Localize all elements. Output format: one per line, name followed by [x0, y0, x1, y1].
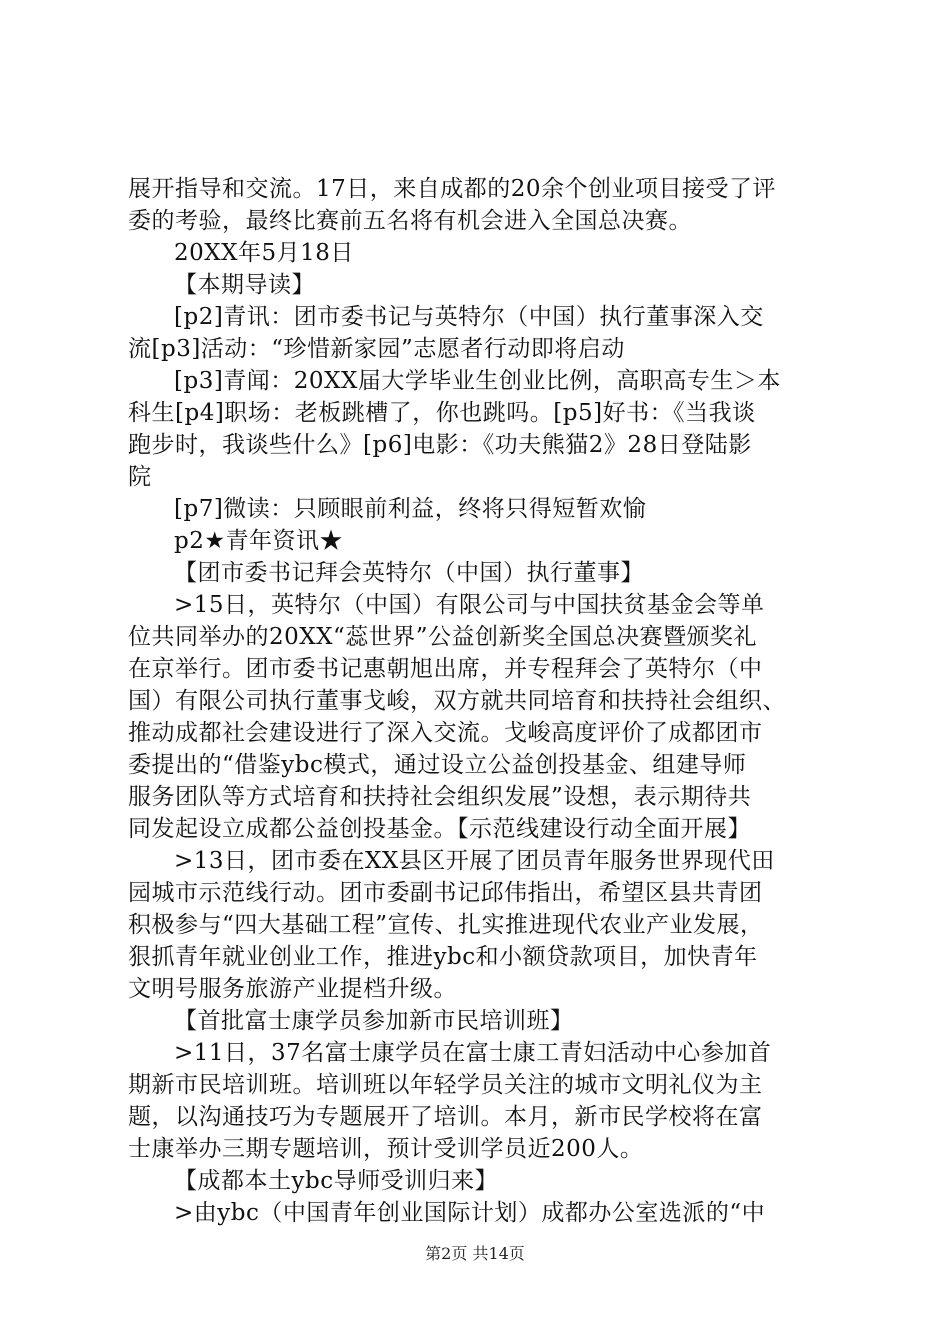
text-line: >由ybc（中国青年创业国际计划）成都办公室选派的“中	[174, 1200, 766, 1226]
text-line: [p3]青闻：20XX届大学毕业生创业比例，高职高专生＞本	[174, 368, 781, 394]
text-line: 同发起设立成都公益创投基金。【示范线建设行动全面开展】	[128, 816, 751, 842]
text-line: p2★青年资讯★	[174, 528, 343, 554]
text-line: >13日，团市委在XX县区开展了团员青年服务世界现代田	[174, 848, 775, 874]
text-line: 题，以沟通技巧为专题展开了培训。本月，新市民学校将在富	[128, 1104, 763, 1130]
text-line: 【本期导读】	[174, 272, 315, 298]
text-line: 【成都本土ybc导师受训归来】	[174, 1168, 499, 1194]
text-line: 展开指导和交流。17日，来自成都的20余个创业项目接受了评	[128, 176, 777, 202]
text-line: [p7]微读：只顾眼前利益，终将只得短暂欢愉	[174, 496, 647, 522]
text-line: 士康举办三期专题培训，预计受训学员近200人。	[128, 1136, 644, 1162]
text-line: 流[p3]活动：“珍惜新家园”志愿者行动即将启动	[128, 336, 625, 362]
text-line: 跑步时，我谈些什么》[p6]电影：《功夫熊猫2》28日登陆影	[128, 432, 752, 458]
text-line: 期新市民培训班。培训班以年轻学员关注的城市文明礼仪为主	[128, 1072, 763, 1098]
text-line: 【团市委书记拜会英特尔（中国）执行董事】	[174, 560, 644, 586]
text-line: 服务团队等方式培育和扶持社会组织发展”设想，表示期待共	[128, 784, 752, 810]
text-line: 狠抓青年就业创业工作，推进ybc和小额贷款项目，加快青年	[128, 944, 758, 970]
text-line: 委提出的“借鉴ybc模式，通过设立公益创投基金、组建导师	[128, 752, 747, 778]
text-line: 20XX年5月18日	[174, 240, 354, 266]
text-line: 委的考验，最终比赛前五名将有机会进入全国总决赛。	[128, 208, 692, 234]
document-body	[128, 173, 828, 1229]
text-line: >11日，37名富士康学员在富士康工青妇活动中心参加首	[174, 1040, 772, 1066]
text-line: 院	[128, 464, 152, 490]
text-line: 科生[p4]职场：老板跳槽了，你也跳吗。[p5]好书：《当我谈	[128, 400, 756, 426]
text-line: >15日，英特尔（中国）有限公司与中国扶贫基金会等单	[174, 592, 765, 618]
text-line: 园城市示范线行动。团市委副书记邱伟指出，希望区县共青团	[128, 880, 763, 906]
text-line: 推动成都社会建设进行了深入交流。戈峻高度评价了成都团市	[128, 720, 763, 746]
text-line: 国）有限公司执行董事戈峻，双方就共同培育和扶持社会组织、	[128, 688, 786, 714]
text-line: 积极参与“四大基础工程”宣传、扎实推进现代农业产业发展，	[128, 912, 764, 938]
text-line: 位共同举办的20XX“蕊世界”公益创新奖全国总决赛暨颁奖礼	[128, 624, 758, 650]
text-line: [p2]青讯：团市委书记与英特尔（中国）执行董事深入交	[174, 304, 764, 330]
text-line: 【首批富士康学员参加新市民培训班】	[174, 1008, 574, 1034]
page-footer: 第2页 共14页	[425, 1244, 525, 1263]
text-line: 在京举行。团市委书记惠朝旭出席，并专程拜会了英特尔（中	[128, 656, 763, 682]
text-line: 文明号服务旅游产业提档升级。	[128, 976, 457, 1002]
